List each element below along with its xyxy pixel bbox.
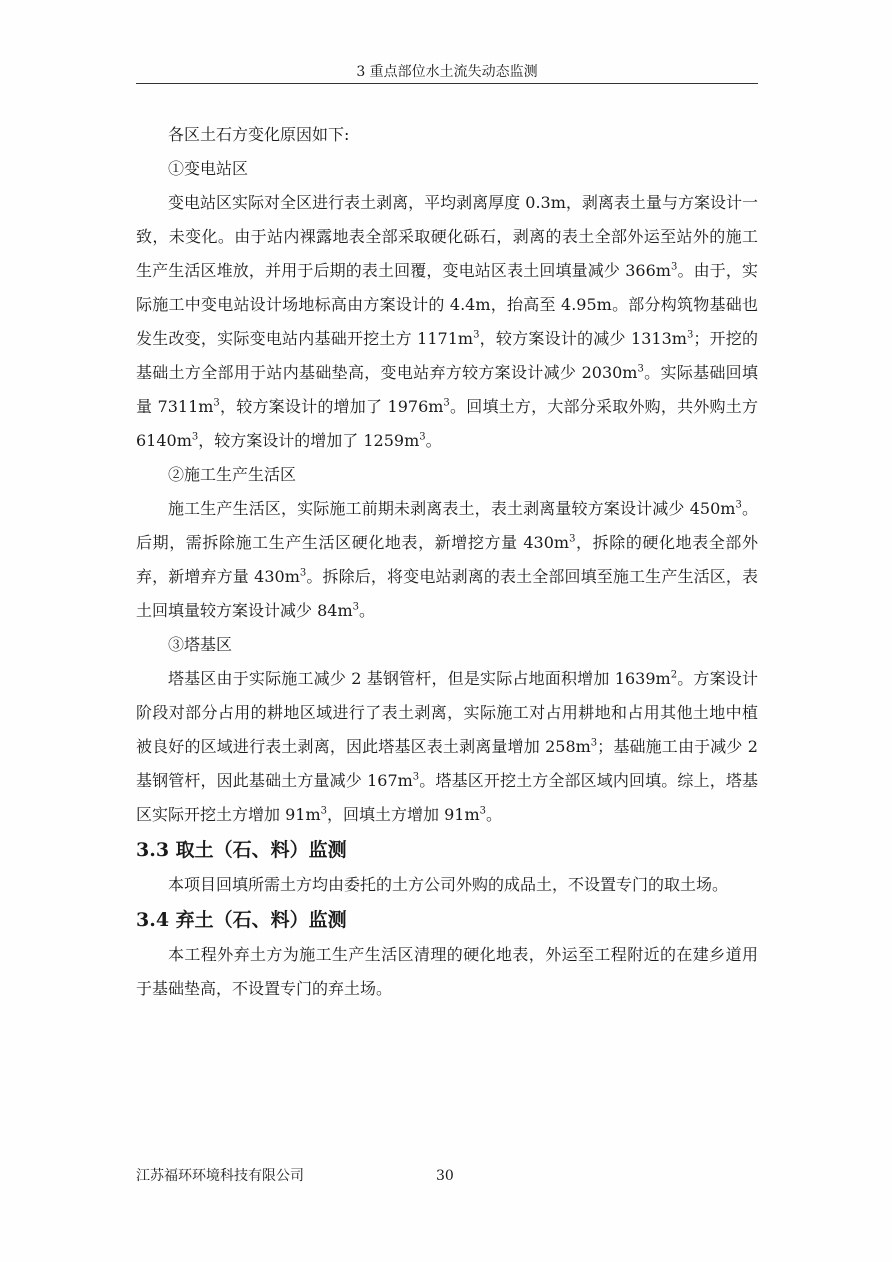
body-text [136,118,758,1006]
page-number: 30 [436,1168,454,1184]
section-3-4-heading: 3.4 弃土（石、料）监测 [136,909,347,931]
substation-paragraph: 变电站区实际对全区进行表土剥离，平均剥离厚度 0.3m，剥离表土量与方案设计一致，未变化。由于站内裸露地表全部采取硬化砾石，剥离的表土全部外运至站外的施工生产生活区堆放，并用于后期的表土回覆，变电站区表土回填量减少 $366m^3$。由于，实际施工中变电站设计场地标高由方案设计的 4.4m，抬高至 4.95m。部分构筑物基础也发生改变，实际变电站内基础开挖土方 $1171m^3$，较方案设计的减少 $1313m^3$；开挖的基础土方全部用于站内基础垫高，变电站弃方较方案设计减少 $2030m^3$。实际基础回填量 $7311m^3$，较方案设计的增加了 $1976m^3$。回填土方，大部分采取外购，共外购土方 $6140m^3$，较方案设计的增加了 $1259m^3$。 [136,193,758,450]
running-header: 3 重点部位水土流失动态监测 [356,64,538,80]
tower-heading: ③塔基区 [168,635,233,654]
tower-paragraph: 塔基区由于实际施工减少 2 基钢管杆，但是实际占地面积增加 $1639m^2$。方案设计阶段对部分占用的耕地区域进行了表土剥离，实际施工对占用耕地和占用其他土地中植被良好的区域进行表土剥离，因此塔基区表土剥离量增加 $258m^3$；基础施工由于减少 2 基钢管杆，因此基础土方量减少 $167m^3$。塔基区开挖土方全部区域内回填。综上，塔基区实际开挖土方增加 $91m^3$，回填土方增加 $91m^3$。 [136,669,758,824]
construction-heading: ②施工生产生活区 [168,465,297,484]
section-3-4-paragraph: 本工程外弃土方为施工生产生活区清理的硬化地表，外运至工程附近的在建乡道用于基础垫高，不设置专门的弃土场。 [136,945,758,998]
section-3-3-paragraph: 本项目回填所需土方均由委托的土方公司外购的成品土，不设置专门的取土场。 [168,875,729,894]
section-3-3-heading: 3.3 取土（石、料）监测 [136,839,347,861]
intro-paragraph: 各区土石方变化原因如下: [168,125,350,144]
header-rule [136,83,758,84]
construction-paragraph: 施工生产生活区，实际施工前期未剥离表土，表土剥离量较方案设计减少 $450m^3$。后期，需拆除施工生产生活区硬化地表，新增挖方量 $430m^3$，拆除的硬化地表全部外弃，新增弃方量 $430m^3$。拆除后，将变电站剥离的表土全部回填至施工生产生活区，表土回填量较方案设计减少 $84m^3$。 [136,499,758,620]
footer-company: 江苏福环环境科技有限公司 [136,1168,304,1184]
substation-heading: ①变电站区 [168,159,249,178]
